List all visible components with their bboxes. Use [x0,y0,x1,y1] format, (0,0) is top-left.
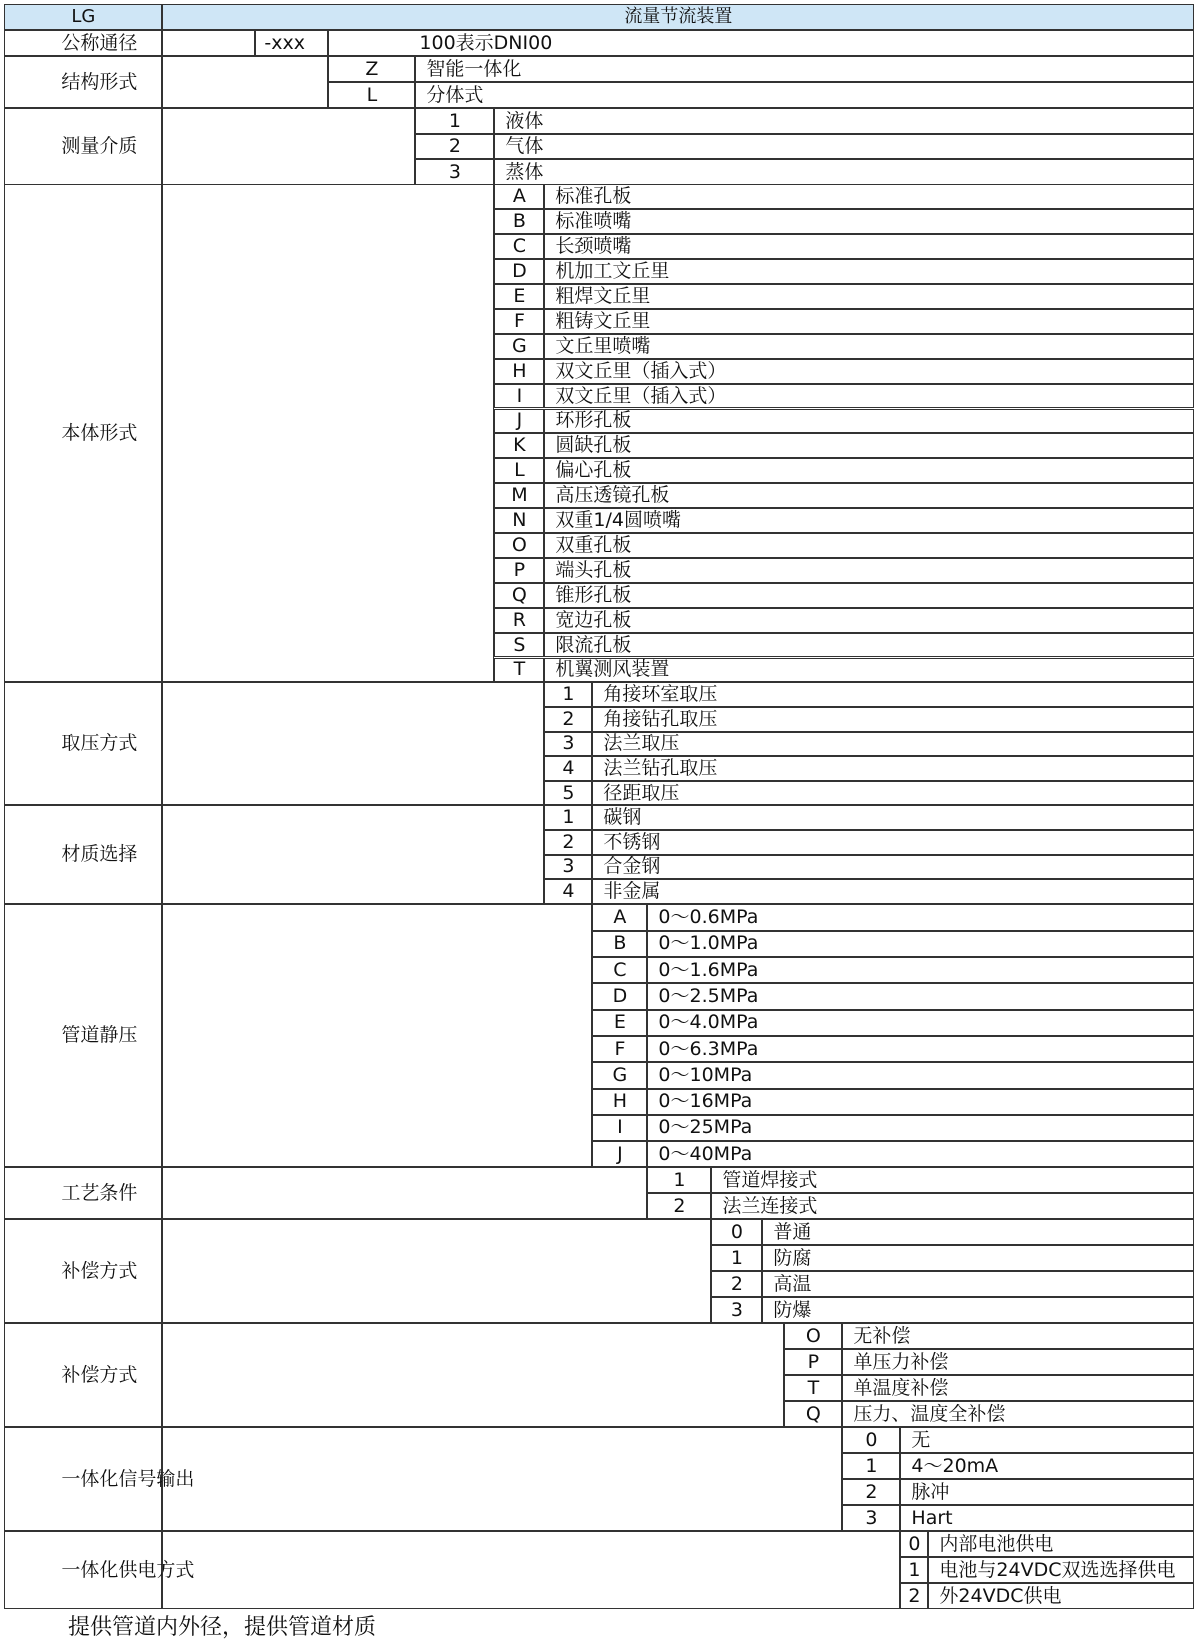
section-spacer-cell [162,1323,784,1427]
option-text: 压力、温度全补偿 [853,1402,1006,1425]
option-code: 4 [562,880,575,902]
section-spacer-cell [162,56,328,108]
option-text: 分体式 [426,83,484,106]
option-code: B [512,210,526,233]
option-text: 宽边孔板 [555,608,632,631]
nominal-code-cell [255,30,328,56]
option-code: 1 [730,1246,743,1269]
option-text-cell [762,1219,1194,1245]
option-code-cell [494,658,544,683]
option-text: 0～16MPa [658,1090,753,1113]
option-text-cell [647,1089,1194,1115]
option-code: T [513,658,526,681]
nominal-label-cell [4,30,162,56]
option-code-cell [494,209,544,234]
option-text: 机加工文丘里 [555,260,670,283]
option-code: L [514,459,525,482]
option-code: 1 [673,1168,686,1191]
option-code: 2 [908,1584,921,1607]
section-label: 工艺条件 [61,1181,138,1204]
option-code: 0 [908,1532,921,1555]
option-text-cell [842,1323,1194,1349]
option-code: 2 [730,1272,743,1295]
option-code-cell [592,983,647,1009]
option-text: 外24VDC供电 [939,1584,1062,1607]
option-code-cell [544,707,592,732]
option-code-cell [494,359,544,384]
option-code: M [511,484,528,507]
option-text: 法兰钻孔取压 [603,757,718,779]
option-code-cell [328,56,415,82]
option-text: 锥形孔板 [555,583,632,606]
section-label: 一体化供电方式 [61,1558,195,1581]
option-text-cell [544,633,1194,658]
option-text-cell [494,134,1194,160]
section-label-cell [4,805,162,903]
option-code: A [512,185,526,208]
option-code: T [807,1376,820,1399]
option-code: C [613,958,627,981]
option-text: 0～4.0MPa [658,1011,759,1034]
option-code: D [612,984,628,1007]
option-code-cell [900,1557,928,1583]
option-code: R [512,608,526,631]
option-text-cell [544,234,1194,259]
option-text-cell [647,1141,1194,1167]
option-code-cell [784,1349,842,1375]
option-text: 脉冲 [911,1480,950,1503]
option-code-cell [494,608,544,633]
option-text-cell [494,108,1194,134]
nominal-label: 公称通径 [61,31,138,54]
nominal-code: -xxx [264,31,305,54]
option-code-cell [842,1427,900,1453]
option-text-cell [647,1036,1194,1062]
option-code-cell [544,855,592,880]
section-label-cell [4,56,162,108]
option-text: 0～25MPa [658,1116,753,1139]
option-text: 防腐 [773,1246,812,1269]
option-code: 2 [562,830,575,853]
option-code-cell [494,508,544,533]
option-code-cell [544,732,592,757]
section-label-cell [4,1531,195,1609]
option-code-cell [494,633,544,658]
option-code-cell [711,1219,762,1245]
option-code-cell [592,1115,647,1141]
option-text: 0～0.6MPa [658,906,759,929]
option-code: 3 [562,855,575,878]
option-text: 单温度补偿 [853,1376,949,1399]
option-text: 0～6.3MPa [658,1037,759,1060]
option-code: 1 [865,1454,878,1477]
nominal-blank-cell [162,30,255,56]
option-text: 合金钢 [603,855,661,878]
option-code: 3 [448,160,461,183]
option-code: G [512,334,527,357]
option-text-cell [544,433,1194,458]
option-code-cell [494,583,544,608]
option-code: Q [511,583,527,606]
option-text-cell [900,1453,1194,1479]
option-code-cell [544,805,592,830]
option-text-cell [592,682,1194,707]
option-code-cell [494,334,544,359]
option-text-cell [544,409,1194,434]
option-code: 1 [908,1558,921,1581]
option-text-cell [928,1583,1194,1609]
option-code: I [516,384,523,407]
option-code-cell [494,433,544,458]
option-code: O [805,1324,821,1347]
option-code-cell [494,483,544,508]
option-code: 0 [865,1428,878,1451]
option-code-cell [494,284,544,309]
option-code-cell [592,1089,647,1115]
section-spacer-cell [162,805,544,903]
option-code-cell [711,1271,762,1297]
option-code: H [612,1090,628,1113]
option-text: 偏心孔板 [555,459,632,482]
option-code: 2 [865,1480,878,1503]
header-code-cell [4,4,162,30]
section-spacer-cell [162,1167,647,1219]
option-code-cell [415,134,494,160]
option-code: J [516,409,523,432]
option-text-cell [928,1531,1194,1557]
option-text-cell [592,855,1194,880]
option-text: 智能一体化 [426,57,522,80]
option-code: 4 [562,757,575,779]
option-code-cell [494,409,544,434]
section-label-cell [4,682,162,805]
section-spacer-cell [162,1427,842,1531]
option-text: 圆缺孔板 [555,434,632,457]
option-code: O [511,533,527,556]
option-code: G [612,1063,628,1086]
option-text-cell [592,805,1194,830]
option-code-cell [711,1297,762,1323]
option-text-cell [415,56,1194,82]
option-code: A [613,906,627,929]
option-code-cell [592,1036,647,1062]
option-code-cell [544,781,592,806]
option-text: 双重孔板 [555,533,632,556]
header-title-cell [162,4,1194,30]
option-text: 气体 [505,135,544,158]
header-title: 流量节流装置 [624,6,733,28]
option-code: 3 [730,1298,743,1321]
option-text-cell [544,658,1194,683]
section-spacer-cell [162,184,494,682]
option-text-cell [928,1557,1194,1583]
option-text: 角接环室取压 [603,683,718,706]
option-text-cell [544,583,1194,608]
section-spacer-cell [162,1219,711,1323]
option-text-cell [544,359,1194,384]
option-text-cell [900,1479,1194,1505]
option-text: Hart [911,1506,953,1529]
option-text: 普通 [773,1220,812,1243]
option-text-cell [647,957,1194,983]
section-label: 管道静压 [61,1024,138,1047]
option-text: 高压透镜孔板 [555,484,670,507]
option-text-cell [842,1349,1194,1375]
option-text: 标准孔板 [555,185,632,208]
option-text-cell [647,1010,1194,1036]
option-text: 4～20mA [911,1454,999,1477]
option-code: 2 [562,707,575,730]
option-code-cell [592,957,647,983]
option-text: 内部电池供电 [939,1532,1054,1555]
option-code: K [513,434,526,457]
option-code: F [614,1037,626,1060]
option-code-cell [494,384,544,409]
option-text-cell [711,1193,1194,1219]
option-code-cell [842,1453,900,1479]
option-code-cell [842,1479,900,1505]
option-text: 双文丘里（插入式） [555,359,727,382]
option-text: 0～1.0MPa [658,932,759,955]
option-text: 防爆 [773,1298,812,1321]
option-text: 不锈钢 [603,830,661,853]
option-text-cell [494,159,1194,185]
option-code: P [807,1350,820,1373]
option-text-cell [762,1245,1194,1271]
option-code: 3 [562,732,575,755]
option-text-cell [592,879,1194,904]
footnote: 提供管道内外径，提供管道材质 [68,1615,377,1640]
option-text-cell [592,756,1194,781]
option-text-cell [592,781,1194,806]
option-code-cell [900,1531,928,1557]
option-text-cell [842,1375,1194,1401]
option-code-cell [842,1505,900,1531]
option-text: 0～1.6MPa [658,958,759,981]
option-text: 0～10MPa [658,1063,753,1086]
option-code: P [513,558,526,581]
option-text: 双重1/4圆喷嘴 [555,509,681,532]
option-text: 环形孔板 [555,409,632,432]
option-code: F [513,309,525,332]
option-code-cell [900,1583,928,1609]
option-text: 液体 [505,109,544,132]
option-text-cell [415,82,1194,108]
option-text-cell [900,1505,1194,1531]
option-code-cell [544,830,592,855]
option-text: 角接钻孔取压 [603,707,718,730]
option-text: 电池与24VDC双选选择供电 [939,1558,1176,1581]
option-text-cell [842,1401,1194,1427]
option-text: 无补偿 [853,1324,911,1347]
option-text-cell [544,309,1194,334]
option-text-cell [544,284,1194,309]
option-text-cell [647,931,1194,957]
option-code: 2 [673,1194,686,1217]
option-text-cell [900,1427,1194,1453]
option-code: I [617,1116,623,1139]
option-code-cell [494,558,544,583]
option-text: 碳钢 [603,806,642,829]
option-code: L [366,83,378,106]
option-text: 无 [911,1428,931,1451]
section-spacer-cell [162,682,544,805]
option-text: 径距取压 [603,781,680,804]
option-text: 双文丘里（插入式） [555,384,727,407]
option-code-cell [592,904,647,930]
option-text-cell [647,983,1194,1009]
option-code: S [513,633,526,656]
option-text: 法兰连接式 [722,1194,818,1217]
option-code-cell [544,756,592,781]
option-text-cell [711,1167,1194,1193]
section-label: 补偿方式 [61,1259,138,1282]
option-code-cell [784,1323,842,1349]
option-code-cell [494,458,544,483]
option-text: 0～40MPa [658,1142,753,1165]
section-spacer-cell [162,1531,900,1609]
section-label: 材质选择 [61,843,138,866]
option-text: 限流孔板 [555,633,632,656]
option-text: 非金属 [603,880,661,902]
option-code-cell [592,1010,647,1036]
option-code-cell [592,931,647,957]
option-text-cell [592,732,1194,757]
option-text-cell [544,209,1194,234]
option-code: Q [805,1402,821,1425]
option-text: 标准喷嘴 [555,210,632,233]
option-text-cell [544,334,1194,359]
section-label-cell [4,1323,162,1427]
option-code-cell [711,1245,762,1271]
option-text: 机翼测风装置 [555,658,670,681]
option-code: 2 [448,135,461,158]
option-code: 1 [562,806,575,829]
section-spacer-cell [162,904,592,1167]
option-code-cell [494,309,544,334]
section-label-cell [4,184,162,682]
option-code-cell [494,184,544,209]
option-text-cell [647,1062,1194,1088]
option-text-cell [592,830,1194,855]
option-code: J [617,1142,623,1165]
section-label-cell [4,904,162,1167]
option-text-cell [544,184,1194,209]
option-text: 管道焊接式 [722,1168,818,1191]
option-text-cell [592,707,1194,732]
option-text-cell [647,1115,1194,1141]
section-label-cell [4,1219,162,1323]
option-code: Z [365,57,379,80]
option-code: 0 [730,1220,743,1243]
option-code-cell [784,1375,842,1401]
option-text: 0～2.5MPa [658,984,759,1007]
option-code-cell [415,159,494,185]
option-code-cell [647,1167,711,1193]
option-text: 粗焊文丘里 [555,284,651,307]
option-text-cell [544,458,1194,483]
option-text: 单压力补偿 [853,1350,949,1373]
option-text: 高温 [773,1272,812,1295]
section-label: 测量介质 [61,135,138,158]
option-text-cell [647,904,1194,930]
option-code-cell [494,234,544,259]
option-text-cell [544,608,1194,633]
option-text-cell [762,1297,1194,1323]
section-label-cell [4,1427,195,1531]
section-label: 取压方式 [61,732,138,755]
option-text-cell [544,533,1194,558]
option-code: E [613,1011,626,1034]
section-label: 一体化信号输出 [61,1467,195,1490]
section-label-cell [4,1167,162,1219]
option-text-cell [544,508,1194,533]
option-code: B [613,932,627,955]
option-code: 5 [562,781,575,804]
option-code-cell [784,1401,842,1427]
option-text-cell [762,1271,1194,1297]
section-label: 结构形式 [61,70,138,93]
option-text-cell [544,384,1194,409]
nominal-note: 100表示DNI00 [419,31,553,54]
option-code-cell [592,1141,647,1167]
option-text: 长颈喷嘴 [555,235,632,258]
option-text: 法兰取压 [603,732,680,755]
option-code-cell [415,108,494,134]
section-label: 本体形式 [61,421,138,444]
option-text-cell [544,259,1194,284]
option-code-cell [494,259,544,284]
option-code-cell [544,682,592,707]
section-label: 补偿方式 [61,1363,138,1386]
option-code: N [512,509,527,532]
option-code-cell [494,533,544,558]
option-text: 粗铸文丘里 [555,309,651,332]
option-code: 1 [562,683,575,706]
option-text: 文丘里喷嘴 [555,334,651,357]
option-code-cell [328,82,415,108]
option-code-cell [647,1193,711,1219]
option-code: 1 [448,109,461,132]
option-code: E [513,284,526,307]
option-code: D [512,260,527,283]
nominal-note-cell [328,30,1194,56]
option-code: H [512,359,527,382]
option-code-cell [592,1062,647,1088]
option-text: 蒸体 [505,160,544,183]
option-code: 3 [865,1506,878,1529]
section-spacer-cell [162,108,415,185]
option-code-cell [544,879,592,904]
option-text-cell [544,558,1194,583]
option-text: 端头孔板 [555,558,632,581]
option-code: C [512,235,527,258]
option-text-cell [544,483,1194,508]
header-code: LG [71,6,96,28]
section-label-cell [4,108,162,185]
